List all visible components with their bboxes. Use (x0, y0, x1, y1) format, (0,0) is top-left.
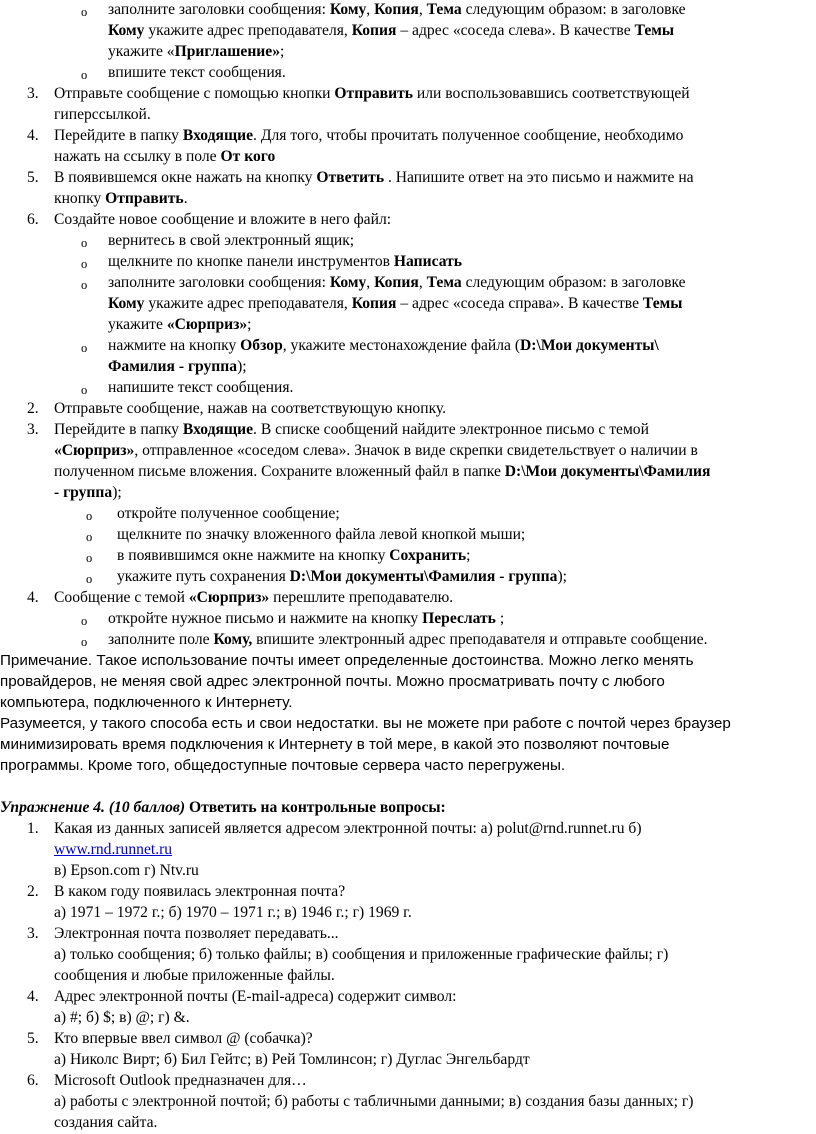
question-text: В каком году появилась электронная почта? (54, 883, 346, 900)
step-text: Сообщение с темой «Сюрприз» перешлите преподавателю. (54, 589, 454, 606)
step-text: Отправьте сообщение, нажав на соответствующую кнопку. (54, 400, 447, 417)
bullet-marker: o (81, 278, 88, 292)
step-text: гиперссылкой. (54, 106, 151, 123)
bullet-marker: o (81, 635, 88, 649)
list-item-text: напишите текст сообщения. (108, 379, 294, 396)
bullet-marker: o (81, 257, 88, 271)
question-link-line (54, 840, 172, 861)
question-text: Кто впервые ввел символ @ (собачка)? (54, 1030, 313, 1047)
note-paragraph-line: компьютера, подключенного к Интернету. (0, 694, 293, 711)
list-item-text: Кому укажите адрес преподавателя, Копия – адрес «соседа справа». В качестве Темы (108, 295, 683, 312)
question-text: Электронная почта позволяет передавать... (54, 925, 339, 942)
bullet-marker: o (81, 68, 88, 82)
bullet-marker: o (86, 551, 93, 565)
question-number: 5. (27, 1030, 39, 1047)
step-number: 4. (27, 589, 39, 606)
note-paragraph-line: Разумеется, у такого способа есть и свои недостатки. вы не можете при работе с почтой через браузер (0, 715, 731, 732)
list-item-text: вернитесь в свой электронный ящик; (108, 232, 355, 249)
bullet-marker: o (81, 236, 88, 250)
question-number: 1. (27, 820, 39, 837)
list-item-text: в появившимся окне нажмите на кнопку Сохранить; (117, 547, 471, 564)
step-text: Создайте новое сообщение и вложите в него файл: (54, 211, 392, 228)
list-item-text: щелкните по кнопке панели инструментов Написать (108, 253, 462, 270)
question-number: 6. (27, 1072, 39, 1089)
note-paragraph-line: программы. Кроме того, общедоступные почтовые сервера часто перегружены. (0, 757, 566, 774)
step-text: Отправьте сообщение с помощью кнопки Отправить или воспользовавшись соответствующей (54, 85, 690, 102)
step-text: Перейдите в папку Входящие. Для того, чтобы прочитать полученное сообщение, необходимо (54, 127, 684, 144)
step-text: В появившемся окне нажать на кнопку Ответить . Напишите ответ на это письмо и нажмите на (54, 169, 694, 186)
list-item-text: заполните заголовки сообщения: Кому, Копия, Тема следующим образом: в заголовке (108, 1, 686, 18)
question-number: 4. (27, 988, 39, 1005)
note-paragraph-line: Примечание. Такое использование почты имеет определенные достоинства. Можно легко менять (0, 652, 694, 669)
list-item-text: Фамилия - группа); (108, 358, 247, 375)
list-item-text: укажите путь сохранения D:\Мои документы\Фамилия - группа); (117, 568, 567, 585)
step-number: 6. (27, 211, 39, 228)
step-text: нажать на ссылку в поле От кого (54, 148, 276, 165)
list-item-text: укажите «Приглашение»; (108, 43, 285, 60)
question-options: создания сайта. (54, 1114, 158, 1131)
list-item-text: Кому укажите адрес преподавателя, Копия – адрес «соседа слева». В качестве Темы (108, 22, 675, 39)
question-text: Какая из данных записей является адресом электронной почты: а) polut@rnd.runnet.ru б) (54, 820, 642, 837)
list-item-text: заполните поле Кому, впишите электронный адрес преподавателя и отправьте сообщение. (108, 631, 708, 648)
runnet-link[interactable]: www.rnd.runnet.ru (54, 841, 173, 858)
question-number: 3. (27, 925, 39, 942)
list-item-text: заполните заголовки сообщения: Кому, Копия, Тема следующим образом: в заголовке (108, 274, 686, 291)
question-text: Microsoft Outlook предназначен для… (54, 1072, 307, 1089)
list-item-text: откройте нужное письмо и нажмите на кнопку Переслать ; (108, 610, 505, 627)
bullet-marker: o (81, 383, 88, 397)
step-number: 3. (27, 85, 39, 102)
bullet-marker: o (81, 5, 88, 19)
step-text: - группа); (54, 484, 122, 501)
step-text: «Сюрприз», отправленное «соседом слева». Значок в виде скрепки свидетельствует о наличии в (54, 442, 698, 459)
step-text: кнопку Отправить. (54, 190, 188, 207)
step-number: 4. (27, 127, 39, 144)
step-text: полученном письме вложения. Сохраните вложенный файл в папке D:\Мои документы\Фамилия (54, 463, 711, 480)
note-paragraph-line: минимизировать время подключения к Интернету в той мере, в какой это позволяют почтовые (0, 736, 670, 753)
question-options: а) Николс Вирт; б) Бил Гейтс; в) Рей Томлинсон; г) Дуглас Энгельбардт (54, 1051, 530, 1068)
question-text: Адрес электронной почты (E-mail-адреса) содержит символ: (54, 988, 457, 1005)
step-number: 5. (27, 169, 39, 186)
bullet-marker: o (86, 509, 93, 523)
question-options: а) 1971 – 1972 г.; б) 1970 – 1971 г.; в) 1946 г.; г) 1969 г. (54, 904, 412, 921)
step-number: 3. (27, 421, 39, 438)
question-options: а) работы с электронной почтой; б) работы с табличными данными; в) создания базы данных; г) (54, 1093, 694, 1110)
bullet-marker: o (81, 614, 88, 628)
bullet-marker: o (86, 572, 93, 586)
step-number: 2. (27, 400, 39, 417)
bullet-marker: o (81, 341, 88, 355)
list-item-text: откройте полученное сообщение; (117, 505, 340, 522)
step-text: Перейдите в папку Входящие. В списке сообщений найдите электронное письмо с темой (54, 421, 649, 438)
note-paragraph-line: провайдеров, не меняя свой адрес электронной почты. Можно просматривать почту с любого (0, 673, 665, 690)
question-options: а) #; б) $; в) @; г) &. (54, 1009, 190, 1026)
list-item-text: укажите «Сюрприз»; (108, 316, 252, 333)
exercise-title: Упражнение 4. (10 баллов) Ответить на контрольные вопросы: (0, 799, 446, 816)
bullet-marker: o (86, 530, 93, 544)
list-item-text: нажмите на кнопку Обзор, укажите местонахождение файла (D:\Мои документы\ (108, 337, 659, 354)
question-options: сообщения и любые приложенные файлы. (54, 967, 335, 984)
question-number: 2. (27, 883, 39, 900)
question-options: а) только сообщения; б) только файлы; в) сообщения и приложенные графические файлы; г) (54, 946, 669, 963)
list-item-text: впишите текст сообщения. (108, 64, 286, 81)
list-item-text: щелкните по значку вложенного файла левой кнопкой мыши; (117, 526, 526, 543)
question-options: в) Epson.com г) Ntv.ru (54, 862, 199, 879)
